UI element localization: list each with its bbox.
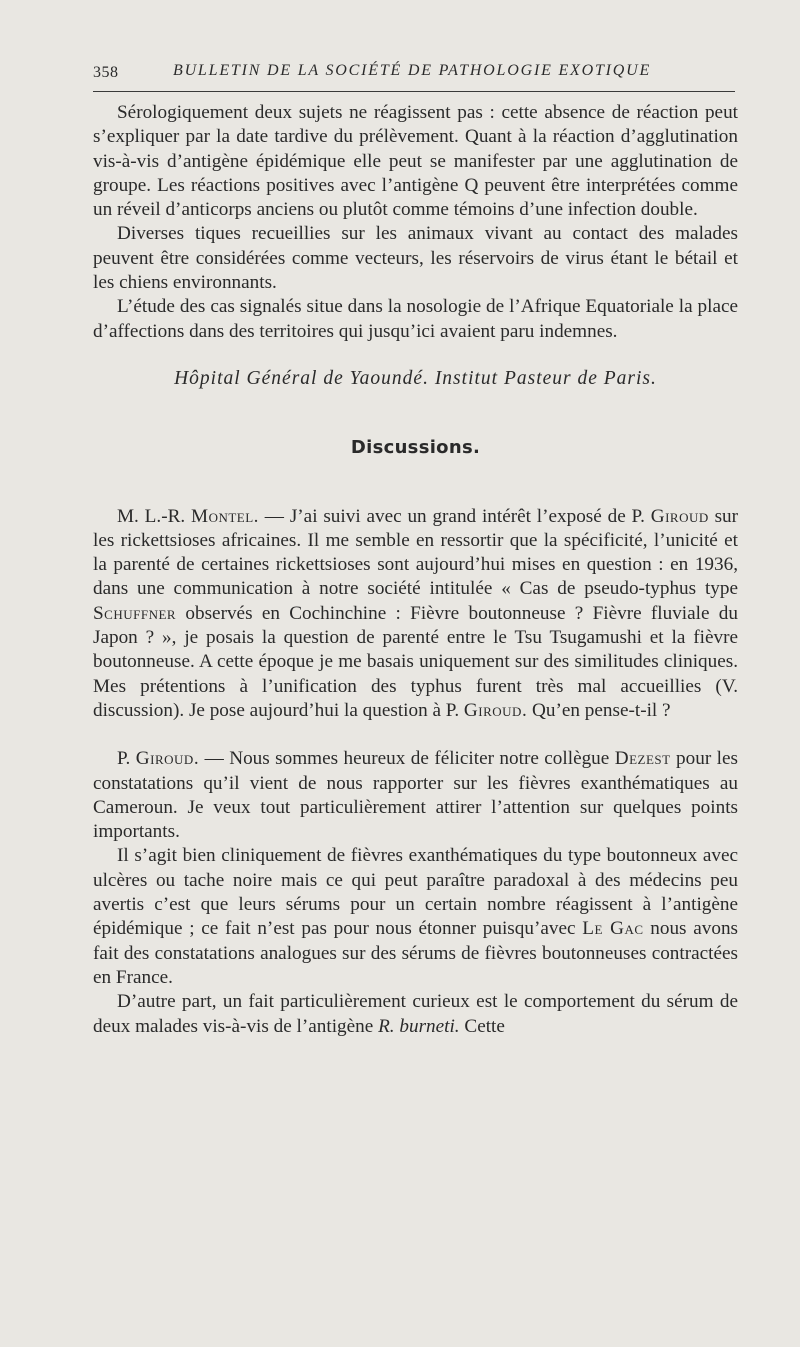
- author-name: Giroud.: [463, 699, 528, 721]
- author-name: Dezest: [614, 748, 671, 770]
- paragraph-serology: Sérologiquement deux sujets ne réagissent pas : cette absence de réaction peut s’expliquer par la date tardive du prélèvement. Quant à la réaction d’agglutination vis-à-vis d’antigène épidémique elle peut se manifester par une agglutination de groupe. Les réactions positives avec l’antigène Q peuvent être interprétées comme un réveil d’anticorps anciens ou plutôt comme témoins d’une infection double.: [93, 102, 738, 221]
- speaker-prefix: M. L.-R.: [117, 505, 186, 527]
- discussion-giroud: [93, 747, 738, 844]
- text-segment: nous avons fait des constatations analogues sur des sérums de fièvres boutonneuses contractées en France.: [93, 918, 739, 988]
- text-segment: sur les rickettsioses africaines. Il me semble en ressortir que la spécificité, l’unicité et la parenté de certaines rickettsioses sont aujourd’hui mises en question : en 1936, dans une communication à notre société intitulée « Cas de pseudo-typhus type: [93, 505, 739, 600]
- article-body: [93, 101, 738, 1039]
- text-segment: — J’ai suivi avec un grand intérêt l’exposé de P.: [258, 505, 651, 527]
- text-segment: observés en Cochinchine : Fièvre boutonneuse ? Fièvre fluviale du Japon ? », je posais la question de parenté entre le Tsu Tsugamushi et la fièvre boutonneuse. A cette époque je me basais uniquement sur des similitudes cliniques. Mes prétentions à l’unification des typhus furent très mal accueillies (V. discussion). Je pose aujourd’hui la question à P.: [93, 602, 738, 721]
- author-name: Le Gac: [582, 918, 644, 940]
- text-segment: pour les constatations qu’il vient de nous rapporter sur les fièvres exanthématiques au Cameroun. Je veux tout particulièrement attirer l’attention sur quelques points importants.: [93, 748, 738, 843]
- text-segment: — Nous sommes heureux de féliciter notre collègue: [199, 748, 615, 770]
- species-name: R. burneti.: [378, 1015, 460, 1037]
- page-number: 358: [93, 64, 119, 81]
- affiliation: Hôpital Général de Yaoundé. Institut Pasteur de Paris.: [174, 367, 657, 389]
- header-rule: [93, 91, 735, 92]
- running-title: BULLETIN DE LA SOCIÉTÉ DE PATHOLOGIE EXOTIQUE: [173, 62, 652, 79]
- section-title: Discussions.: [350, 437, 481, 459]
- text-segment: Qu’en pense-t-il ?: [527, 699, 671, 721]
- discussion-giroud-2: [93, 844, 738, 990]
- text-segment: Il s’agit bien cliniquement de fièvres exanthématiques du type boutonneux avec ulcères ou tache noire mais ce qui peut paraître paradoxal à des médecins peu avertis c’est que leurs sérums pour un certain nombre réagissent à l’antigène épidémique ; ce fait n’est pas pour nous étonner puisqu’avec: [93, 845, 738, 940]
- paragraph-ticks: Diverses tiques recueillies sur les animaux vivant au contact des malades peuvent être considérées comme vecteurs, les réservoirs de virus étant le bétail et les chiens environnants.: [93, 223, 738, 294]
- discussion-giroud-3: [93, 990, 738, 1039]
- running-header: [93, 60, 733, 86]
- text-segment: Cette: [459, 1015, 505, 1037]
- text-segment: D’autre part, un fait particulièrement curieux est le comportement du sérum de deux malades vis-à-vis de l’antigène: [93, 991, 738, 1037]
- speaker-name: Montel.: [191, 505, 259, 527]
- author-name: Schuffner: [93, 602, 177, 624]
- paragraph-study: L’étude des cas signalés situe dans la nosologie de l’Afrique Equatoriale la place d’affections dans des territoires qui jusqu’ici avaient paru indemnes.: [93, 296, 738, 342]
- speaker-prefix: P.: [117, 748, 131, 770]
- author-name: Giroud: [650, 505, 709, 527]
- speaker-name: Giroud.: [135, 748, 200, 770]
- discussion-montel: [93, 505, 738, 724]
